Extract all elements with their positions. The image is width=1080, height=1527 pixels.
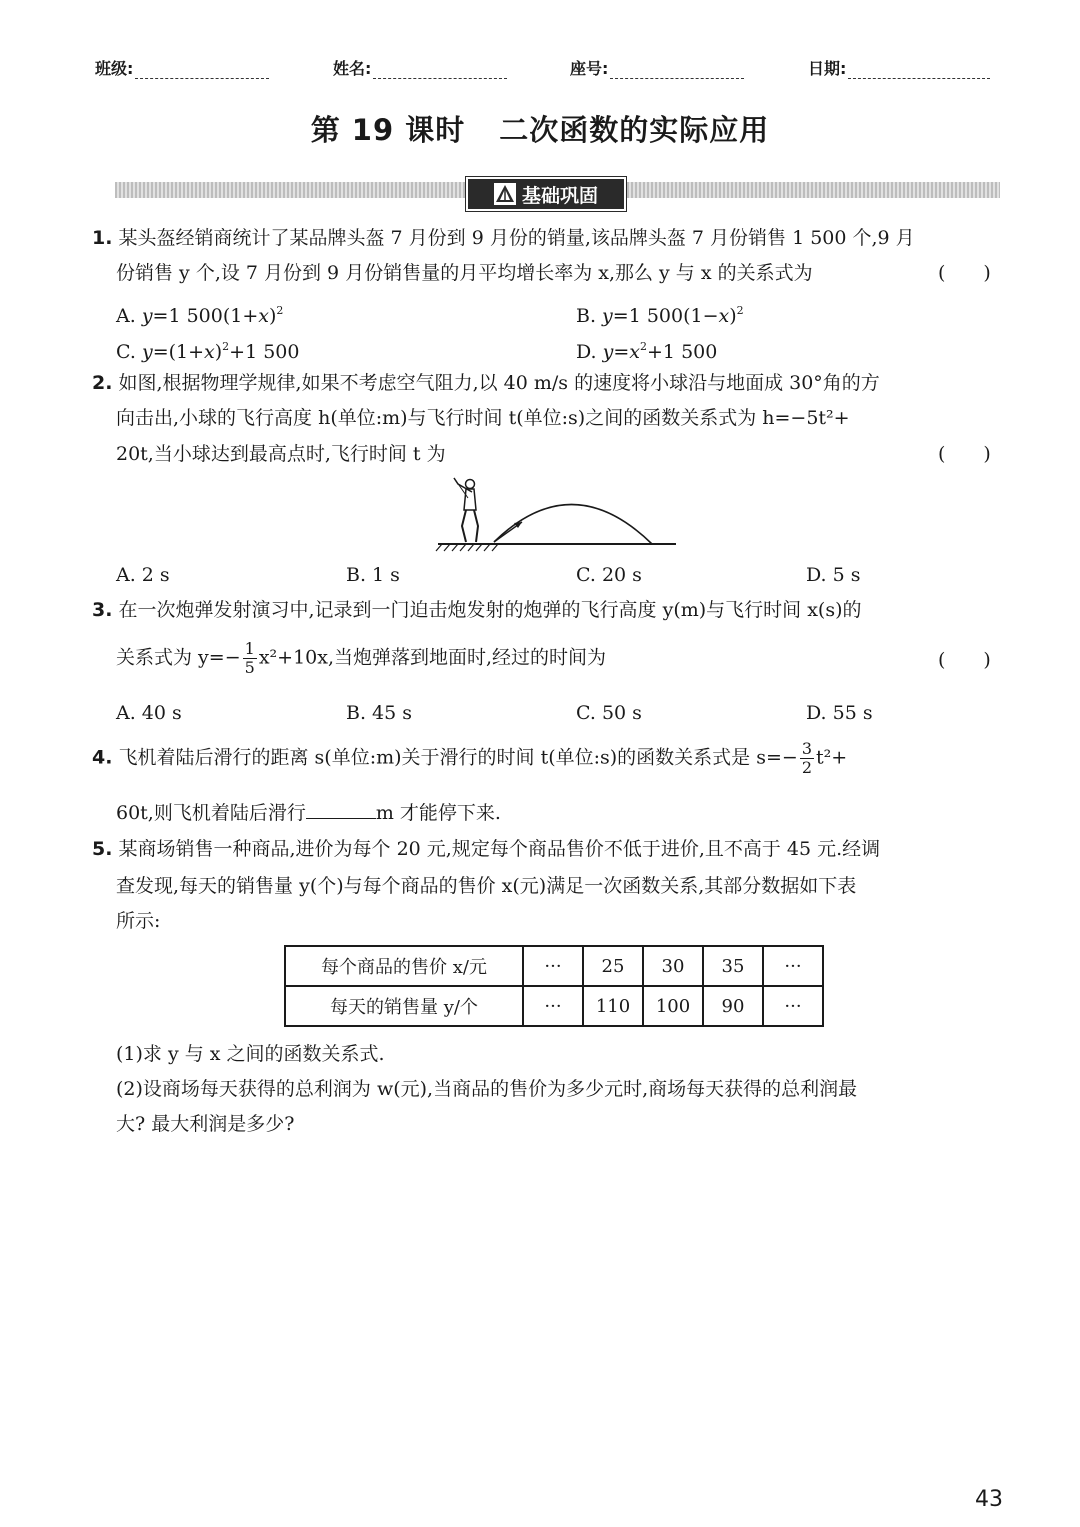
question-2 — [92, 366, 880, 401]
q2-line3: 20t,当小球达到最高点时,飞行时间 t 为 — [116, 443, 446, 465]
table-header-price: 每个商品的售价 x/元 — [285, 946, 523, 986]
q3-number: 3. — [92, 599, 113, 621]
q5-subquestion-2-line2: 大? 最大利润是多少? — [116, 1113, 295, 1135]
class-field — [95, 56, 269, 79]
lesson-topic: 二次函数的实际应用 — [499, 113, 770, 147]
q1-line2: 份销售 y 个,设 7 月份到 9 月份销售量的月平均增长率为 x,那么 y 与 x 的关系式为 — [116, 262, 813, 284]
date-blank[interactable] — [848, 64, 990, 79]
q4-number: 4. — [92, 746, 113, 769]
golfer-trajectory-figure — [432, 476, 682, 552]
table-cell: 110 — [583, 986, 643, 1026]
q1-number: 1. — [92, 227, 113, 249]
q4-line2-start: 60t,则飞机着陆后滑行 — [116, 802, 306, 824]
q3-answer-paren[interactable]: ( ) — [938, 649, 991, 671]
q3-option-c[interactable]: C. 50 s — [576, 702, 642, 724]
page-number: 43 — [975, 1487, 1003, 1512]
table-cell: 35 — [703, 946, 763, 986]
q4-answer-blank[interactable] — [306, 796, 376, 819]
class-blank[interactable] — [135, 64, 269, 79]
name-blank[interactable] — [373, 64, 507, 79]
table-cell: ··· — [763, 986, 823, 1026]
q3-line1: 在一次炮弹发射演习中,记录到一门迫击炮发射的炮弹的飞行高度 y(m)与飞行时间 x(s)的 — [118, 599, 862, 621]
q4-frac-denominator: 2 — [801, 758, 813, 777]
q1-option-c[interactable]: C. $y=(1+x)^2+1$ 500 — [116, 340, 300, 363]
q5-number: 5. — [92, 838, 113, 860]
question-5 — [92, 832, 880, 867]
q3-fraction — [243, 640, 257, 677]
q5-line2: 查发现,每天的销售量 y(个)与每个商品的售价 x(元)满足一次函数关系,其部分数据如下表 — [116, 875, 857, 897]
q3-option-a[interactable]: A. 40 s — [116, 702, 182, 724]
seat-label: 座号: — [570, 59, 609, 78]
table-cell: ··· — [523, 986, 583, 1026]
q3-frac-numerator: 1 — [244, 639, 255, 658]
q5-subquestion-1: (1)求 y 与 x 之间的函数关系式. — [116, 1043, 385, 1065]
q2-line1: 如图,根据物理学规律,如果不考虑空气阻力,以 40 m/s 的速度将小球沿与地面成 30°角的方 — [118, 372, 880, 394]
seat-blank[interactable] — [610, 64, 744, 79]
q2-line2: 向击出,小球的飞行高度 h(单位:m)与飞行时间 t(单位:s)之间的函数关系式为 h=−5t²+ — [116, 407, 850, 429]
q2-number: 2. — [92, 372, 113, 394]
date-label: 日期: — [808, 59, 847, 78]
q4-frac-numerator: 3 — [801, 739, 813, 758]
q1-answer-paren[interactable]: ( ) — [938, 262, 991, 284]
table-cell: 90 — [703, 986, 763, 1026]
question-4 — [92, 740, 847, 777]
q5-line1: 某商场销售一种商品,进价为每个 20 元,规定每个商品售价不低于进价,且不高于 45 元.经调 — [118, 838, 881, 860]
q3-formula-start: 关系式为 y=− — [116, 646, 241, 669]
table-cell: 25 — [583, 946, 643, 986]
section-badge-label: 基础巩固 — [521, 184, 598, 207]
q3-line2 — [116, 640, 606, 677]
q2-answer-paren[interactable]: ( ) — [938, 443, 991, 465]
section-badge — [466, 177, 626, 211]
table-cell: 100 — [643, 986, 703, 1026]
page-title — [0, 108, 1080, 149]
table-cell: 30 — [643, 946, 703, 986]
table-row — [285, 946, 823, 986]
q1-line1: 某头盔经销商统计了某品牌头盔 7 月份到 9 月份的销量,该品牌头盔 7 月份销售 1 500 个,9 月 — [118, 227, 915, 249]
q5-subquestion-2-line1: (2)设商场每天获得的总利润为 w(元),当商品的售价为多少元时,商场每天获得的总利润最 — [116, 1078, 858, 1100]
q1-option-b[interactable]: B. y=1 $500(1-x)^2$ — [576, 304, 744, 327]
q4-line1-start: 飞机着陆后滑行的距离 s(单位:m)关于滑行的时间 t(单位:s)的函数关系式是 s=− — [118, 746, 798, 769]
q4-fraction — [800, 740, 814, 777]
q2-option-c[interactable]: C. 20 s — [576, 564, 642, 586]
q2-option-d[interactable]: D. 5 s — [806, 564, 861, 586]
q2-option-a[interactable]: A. 2 s — [116, 564, 170, 586]
q5-data-table — [284, 945, 824, 1027]
table-header-sales: 每天的销售量 y/个 — [285, 986, 523, 1026]
question-1 — [92, 221, 915, 256]
q4-line1-end: t²+ — [816, 746, 848, 769]
date-field — [808, 56, 990, 79]
name-field — [333, 56, 507, 79]
table-row — [285, 986, 823, 1026]
q3-option-b[interactable]: B. 45 s — [346, 702, 413, 724]
lesson-number: 第 19 课时 — [310, 113, 466, 147]
q4-line2 — [116, 796, 501, 831]
q4-line2-end: m 才能停下来. — [375, 802, 501, 824]
name-label: 姓名: — [333, 59, 372, 78]
question-3 — [92, 593, 862, 628]
q5-line3: 所示: — [116, 910, 161, 932]
table-cell: ··· — [523, 946, 583, 986]
q3-frac-denominator: 5 — [244, 658, 255, 677]
q1-option-a[interactable]: A. y=1 $500(1+x)^2$ — [116, 304, 284, 327]
q2-option-b[interactable]: B. 1 s — [346, 564, 400, 586]
class-label: 班级: — [95, 59, 134, 78]
pyramid-icon — [494, 183, 516, 205]
q3-option-d[interactable]: D. 55 s — [806, 702, 873, 724]
q3-formula-end: x²+10x,当炮弹落到地面时,经过的时间为 — [258, 646, 607, 669]
table-cell: ··· — [763, 946, 823, 986]
q1-option-d[interactable]: D. $y=x^2+1$ 500 — [576, 340, 718, 363]
seat-field — [570, 56, 744, 79]
